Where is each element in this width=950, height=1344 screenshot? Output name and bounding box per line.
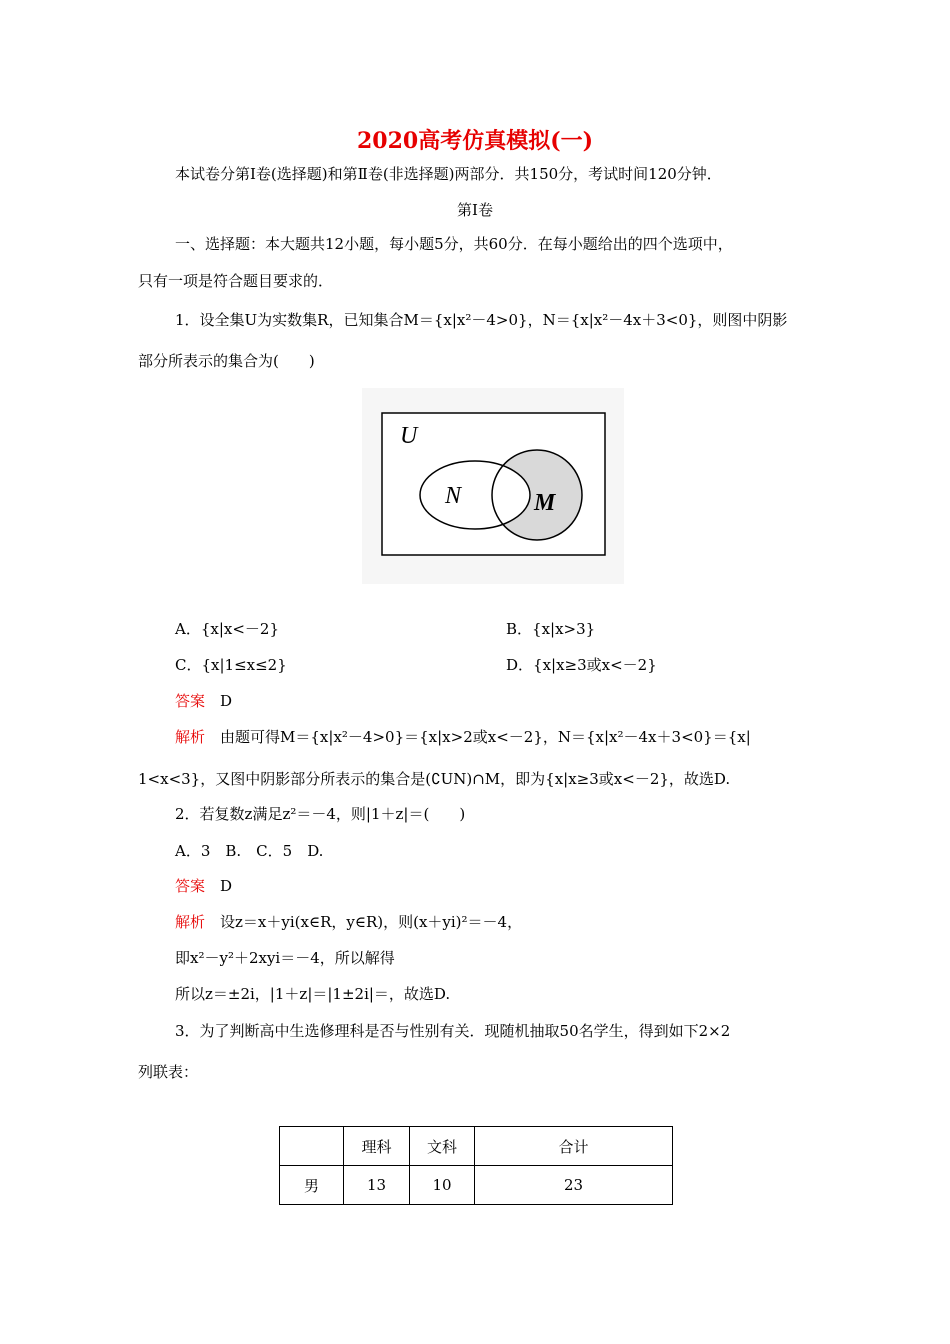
table-header-row [280, 1127, 673, 1166]
question-1-stem-cont: 部分所表示的集合为( ) [138, 352, 315, 370]
contingency-table [279, 1126, 673, 1205]
question-3-stem-cont: 列联表： [138, 1063, 199, 1081]
table-header-cell: 合计 [475, 1127, 673, 1166]
part-one-instructions: 一、选择题：本大题共12小题，每小题5分，共60分．在每小题给出的四个选项中， [175, 235, 733, 253]
q2-analysis [175, 912, 522, 932]
section-heading: 第Ⅰ卷 [457, 201, 493, 219]
q2-answer [175, 876, 232, 896]
q2-options: A．3 B. C．5 D. [175, 842, 324, 860]
table-cell: 13 [344, 1166, 410, 1205]
q1-answer [175, 691, 232, 711]
part-one-instructions-cont: 只有一项是符合题目要求的． [138, 272, 334, 290]
q1-analysis [175, 727, 751, 747]
table-cell: 23 [475, 1166, 673, 1205]
table-cell: 10 [410, 1166, 475, 1205]
page-title: 2020高考仿真模拟(一) [356, 128, 594, 154]
exam-intro: 本试卷分第Ⅰ卷(选择题)和第Ⅱ卷(非选择题)两部分．共150分，考试时间120分钟． [175, 165, 722, 183]
q1-analysis-cont: 1<x<3}，又图中阴影部分所表示的集合是(∁UN)∩M，即为{x|x≥3或x<－2}，故选D. [138, 770, 731, 788]
answer-value: D [220, 877, 233, 895]
q1-option-b: B．{x|x>3} [506, 620, 596, 638]
table-header-cell: 理科 [344, 1127, 410, 1166]
q1-option-d: D．{x|x≥3或x<－2} [506, 656, 657, 674]
table-header-cell: 文科 [410, 1127, 475, 1166]
answer-label: 答案 [175, 692, 206, 710]
q1-option-a: A．{x|x<－2} [175, 620, 280, 638]
label-n: N [445, 483, 462, 509]
venn-diagram [362, 388, 624, 584]
q1-option-c: C．{x|1≤x≤2} [175, 656, 287, 674]
q2-analysis-line2: 即x²－y²＋2xyi＝－4，所以解得 [175, 949, 395, 967]
table-header-cell [280, 1127, 344, 1166]
analysis-label: 解析 [175, 728, 206, 746]
table-cell: 男 [280, 1166, 344, 1205]
label-u: U [400, 423, 418, 449]
answer-value: D [220, 692, 233, 710]
question-1-stem: 1．设全集U为实数集R，已知集合M＝{x|x²－4>0}，N＝{x|x²－4x＋3<0}，则图中阴影 [175, 311, 788, 329]
analysis-text: 由题可得M＝{x|x²－4>0}＝{x|x>2或x<－2}，N＝{x|x²－4x＋3<0}＝{x| [220, 728, 751, 746]
table-row [280, 1166, 673, 1205]
question-2-stem: 2．若复数z满足z²＝－4，则|1＋z|＝( ) [175, 805, 466, 823]
answer-label: 答案 [175, 877, 206, 895]
venn-svg [362, 388, 624, 584]
label-m: M [534, 490, 556, 516]
q2-analysis-line3: 所以z＝±2i，|1＋z|＝|1±2i|＝，故选D. [175, 985, 451, 1003]
analysis-label: 解析 [175, 913, 206, 931]
analysis-text: 设z＝x＋yi(x∈R，y∈R)，则(x＋yi)²＝－4， [220, 913, 523, 931]
question-3-stem: 3．为了判断高中生选修理科是否与性别有关．现随机抽取50名学生，得到如下2×2 [175, 1022, 731, 1040]
